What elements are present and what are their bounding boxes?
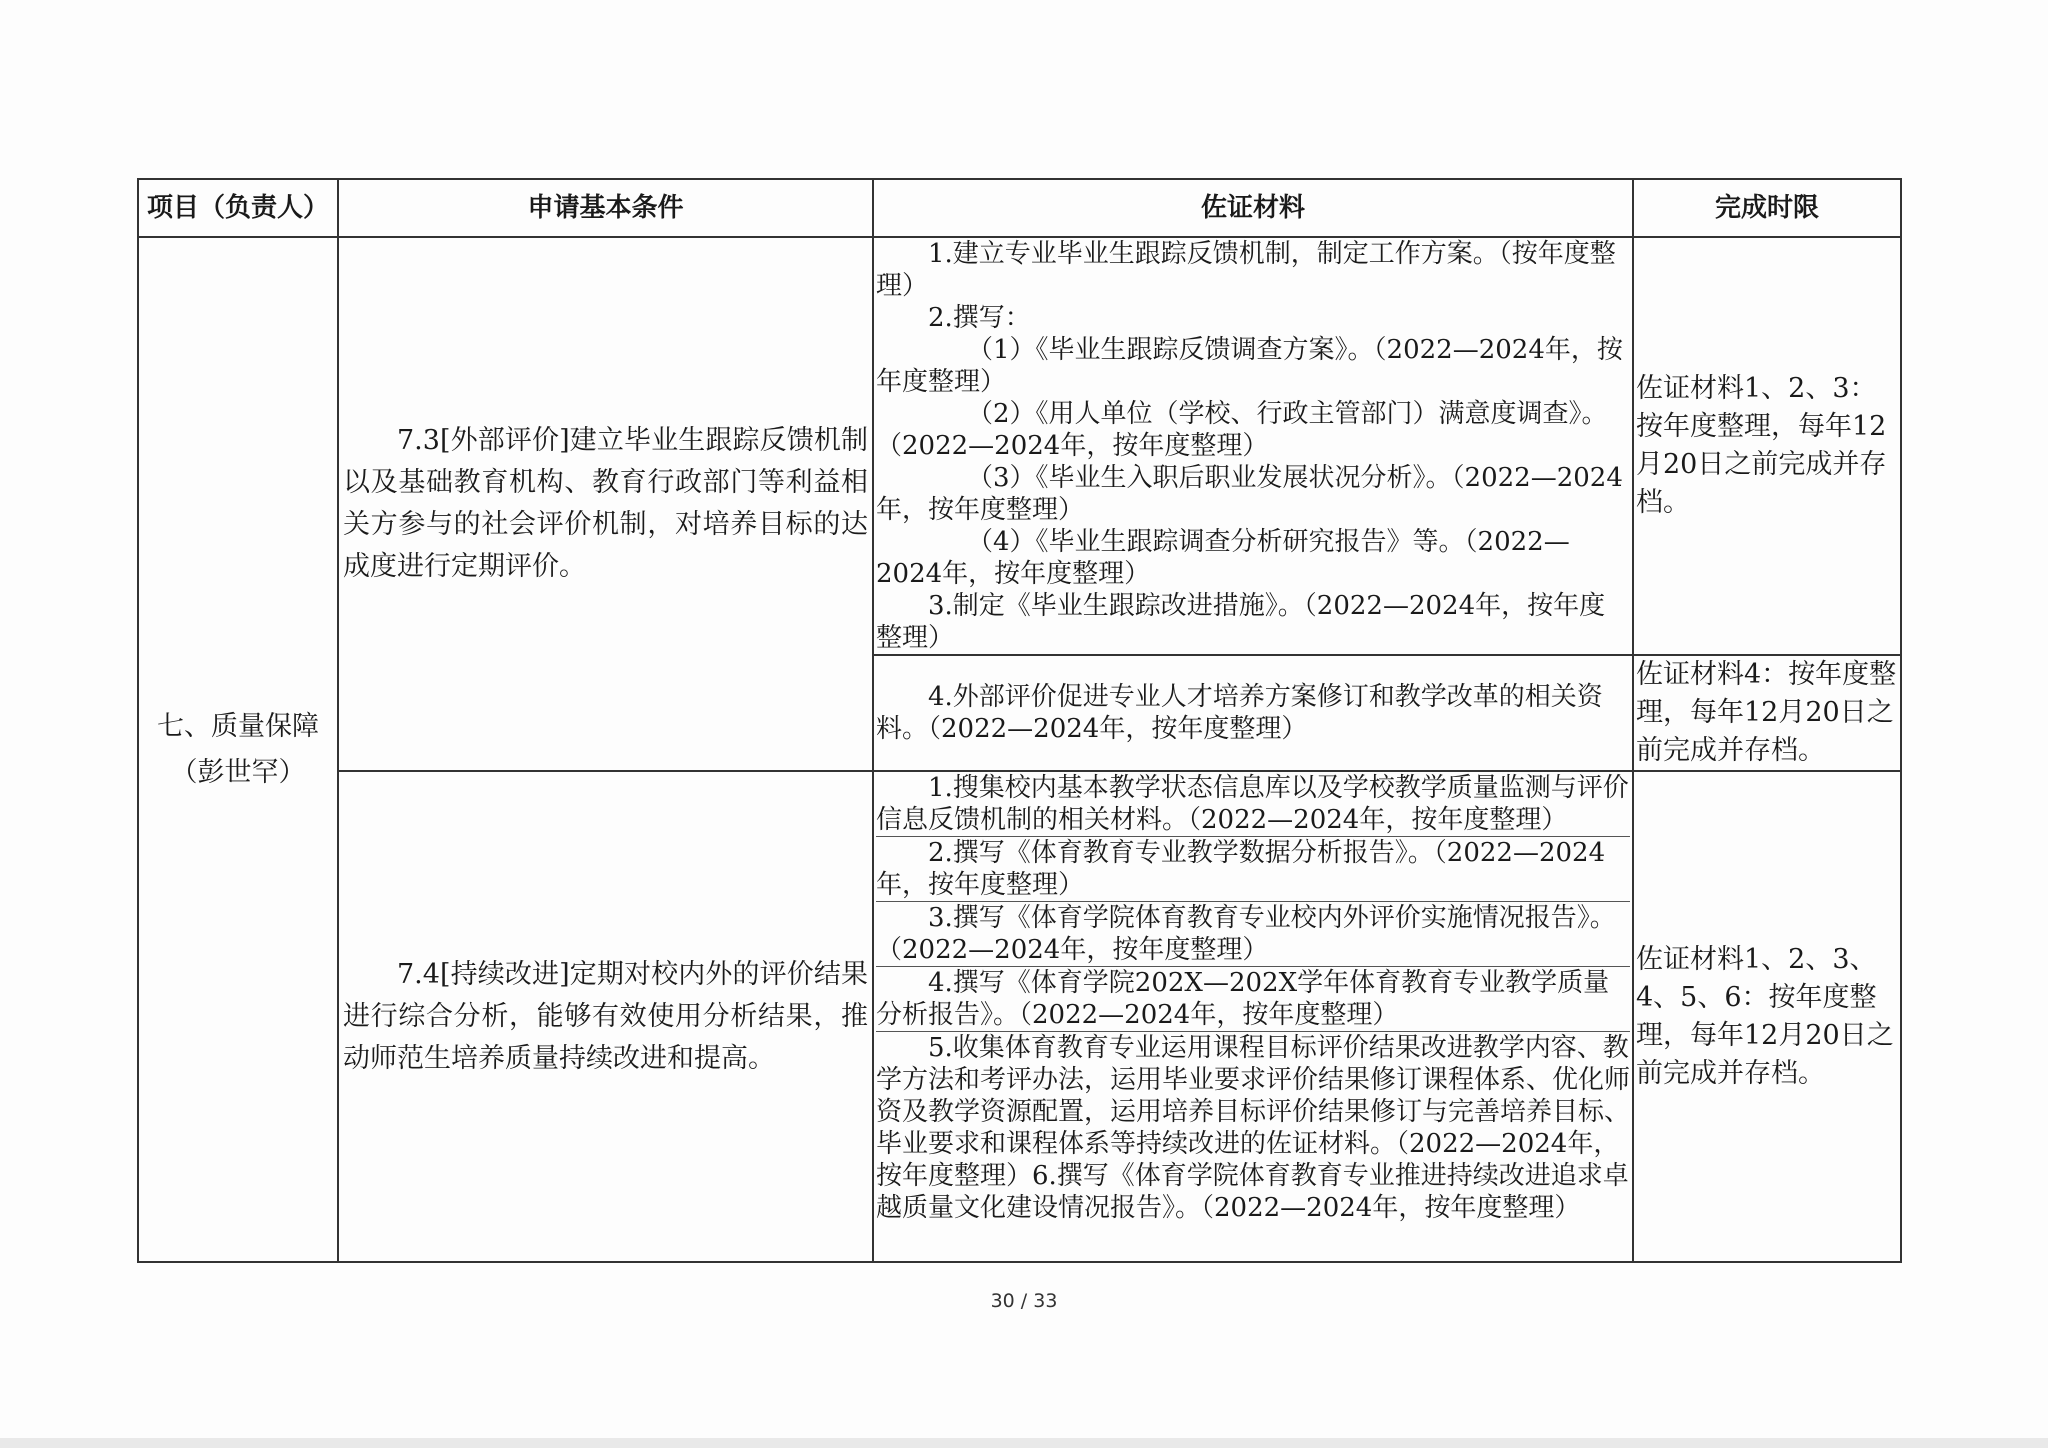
condition-text: 7.3[外部评价]建立毕业生跟踪反馈机制以及基础教育机构、教育行政部门等利益相关方参与的社会评价机制，对培养目标的达成度进行定期评价。: [343, 425, 868, 582]
deadline-cell: [1633, 655, 1901, 771]
deadline-text: 佐证材料4：按年度整理，每年12月20日之前完成并存档。: [1636, 659, 1897, 766]
materials-cell: [873, 771, 1633, 1262]
table-header-row: [138, 179, 1901, 237]
material-item: 1.建立专业毕业生跟踪反馈机制，制定工作方案。（按年度整理）: [876, 239, 1616, 301]
deadline-text: 佐证材料1、2、3、4、5、6：按年度整理，每年12月20日之前完成并存档。: [1636, 943, 1894, 1089]
condition-text: 7.4[持续改进]定期对校内外的评价结果进行综合分析，能够有效使用分析结果，推动师范生培养质量持续改进和提高。: [343, 958, 868, 1074]
material-item: （1）《毕业生跟踪反馈调查方案》。（2022—2024年，按年度整理）: [876, 335, 1623, 397]
deadline-text: 佐证材料1、2、3：按年度整理，每年12月20日之前完成并存档。: [1636, 373, 1887, 518]
material-item: 4.外部评价促进专业人才培养方案修订和教学改革的相关资料。（2022—2024年，按年度整理）: [876, 682, 1603, 744]
material-item: 2.撰写：: [928, 303, 1031, 333]
item-cell: [138, 237, 338, 1262]
item-owner: （彭世罕）: [170, 756, 306, 788]
materials-cell: [873, 655, 1633, 771]
material-item: 4.撰写《体育学院202X—202X学年体育教育专业教学质量分析报告》。（2022—2024年，按年度整理）: [876, 966, 1630, 1031]
material-item: （2）《用人单位（学校、行政主管部门）满意度调查》。（2022—2024年，按年度整理）: [876, 399, 1608, 461]
material-item: 3.撰写《体育学院体育教育专业校内外评价实施情况报告》。（2022—2024年，按年度整理）: [876, 901, 1630, 966]
material-item: 3.制定《毕业生跟踪改进措施》。（2022—2024年，按年度整理）: [876, 591, 1606, 653]
requirements-table: [137, 178, 1902, 1263]
header-item: 项目（负责人）: [138, 179, 338, 237]
materials-cell: [873, 237, 1633, 655]
header-condition: 申请基本条件: [338, 179, 873, 237]
header-materials: 佐证材料: [873, 179, 1633, 237]
table-row: [138, 771, 1901, 1262]
page-number: 30 / 33: [990, 1290, 1058, 1312]
material-item: （4）《毕业生跟踪调查分析研究报告》等。（2022—2024年，按年度整理）: [876, 527, 1570, 589]
material-item: 2.撰写《体育教育专业教学数据分析报告》。（2022—2024年，按年度整理）: [876, 836, 1630, 901]
material-item: 1.搜集校内基本教学状态信息库以及学校教学质量监测与评价信息反馈机制的相关材料。（2022—2024年，按年度整理）: [876, 773, 1629, 835]
scan-edge: [0, 1438, 2048, 1448]
table-row: [138, 237, 1901, 655]
deadline-cell: [1633, 771, 1901, 1262]
material-item: 5.收集体育教育专业运用课程目标评价结果改进教学内容、教学方法和考评办法，运用毕业要求评价结果修订课程体系、优化师资及教学资源配置，运用培养目标评价结果修订与完善培养目标、毕业要求和课程体系等持续改进的佐证材料。（2022—2024年，按年度整理）6.撰写《体育学院体育教育专业推进持续改进追求卓越质量文化建设情况报告》。（2022—2024年，按年度整理）: [876, 1033, 1631, 1223]
condition-cell-7-4: [338, 771, 873, 1262]
item-title: 七、质量保障: [157, 710, 319, 742]
condition-cell-7-3: [338, 237, 873, 771]
material-item: （3）《毕业生入职后职业发展状况分析》。（2022—2024年，按年度整理）: [876, 463, 1623, 525]
deadline-cell: [1633, 237, 1901, 655]
header-deadline: 完成时限: [1633, 179, 1901, 237]
